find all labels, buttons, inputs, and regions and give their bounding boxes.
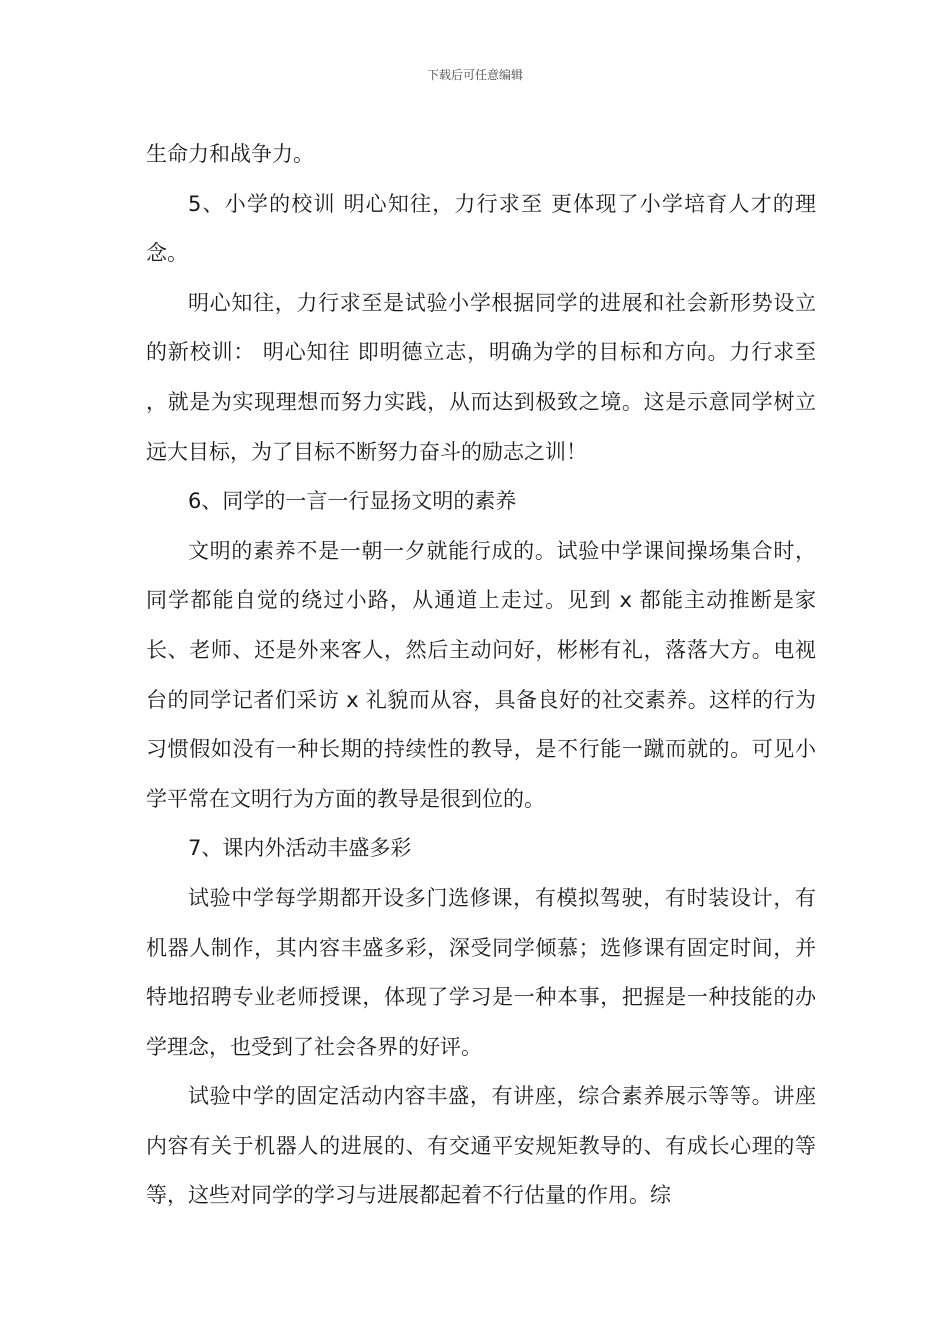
section-heading-7: 7、课内外活动丰盛多彩 [188,836,412,861]
page-header: 下载后可任意编辑 [426,68,523,82]
paragraph-7: 试验中学每学期都开设多门选修课，有模拟驾驶，有时装设计，有机器人制作，其内容丰盛多彩，深受同学倾慕；选修课有固定时间，并特地招聘专业老师授课，体现了学习是一种本事，把握是一种技能的办学理念，也受到了社会各界的好评。 [146,885,816,1059]
paragraph-2: 5、小学的校训 明心知往，力行求至 更体现了小学培育人才的理念。 [146,191,816,266]
paragraph-1: 生命力和战争力。 [146,142,314,166]
paragraph-3: 明心知往，力行求至是试验小学根据同学的进展和社会新形势设立的新校训： 明心知往 即明德立志，明确为学的目标和方向。力行求至 ，就是为实现理想而努力实践，从而达到极致之境。这是示意同学树立远大目标，为了目标不断努力奋斗的励志之训！ [146,290,816,464]
section-heading-6: 6、同学的一言一行显扬文明的素养 [188,489,517,514]
paragraph-5: 文明的素养不是一朝一夕就能行成的。试验中学课间操场集合时，同学都能自觉的绕过小路，从通道上走过。见到 x 都能主动推断是家长、老师、还是外来客人，然后主动问好，彬彬有礼，落落大方。电视台的同学记者们采访 x 礼貌而从容，具备良好的社交素养。这样的行为习惯假如没有一种长期的持续性的教导，是不行能一蹴而就的。可见小学平常在文明行为方面的教导是很到位的。 [146,538,816,811]
paragraph-8: 试验中学的固定活动内容丰盛，有讲座，综合素养展示等等。讲座内容有关于机器人的进展的、有交通平安规矩教导的、有成长心理的等等，这些对同学的学习与进展都起着不行估量的作用。综 [146,1084,816,1208]
document-body [146,130,816,1221]
